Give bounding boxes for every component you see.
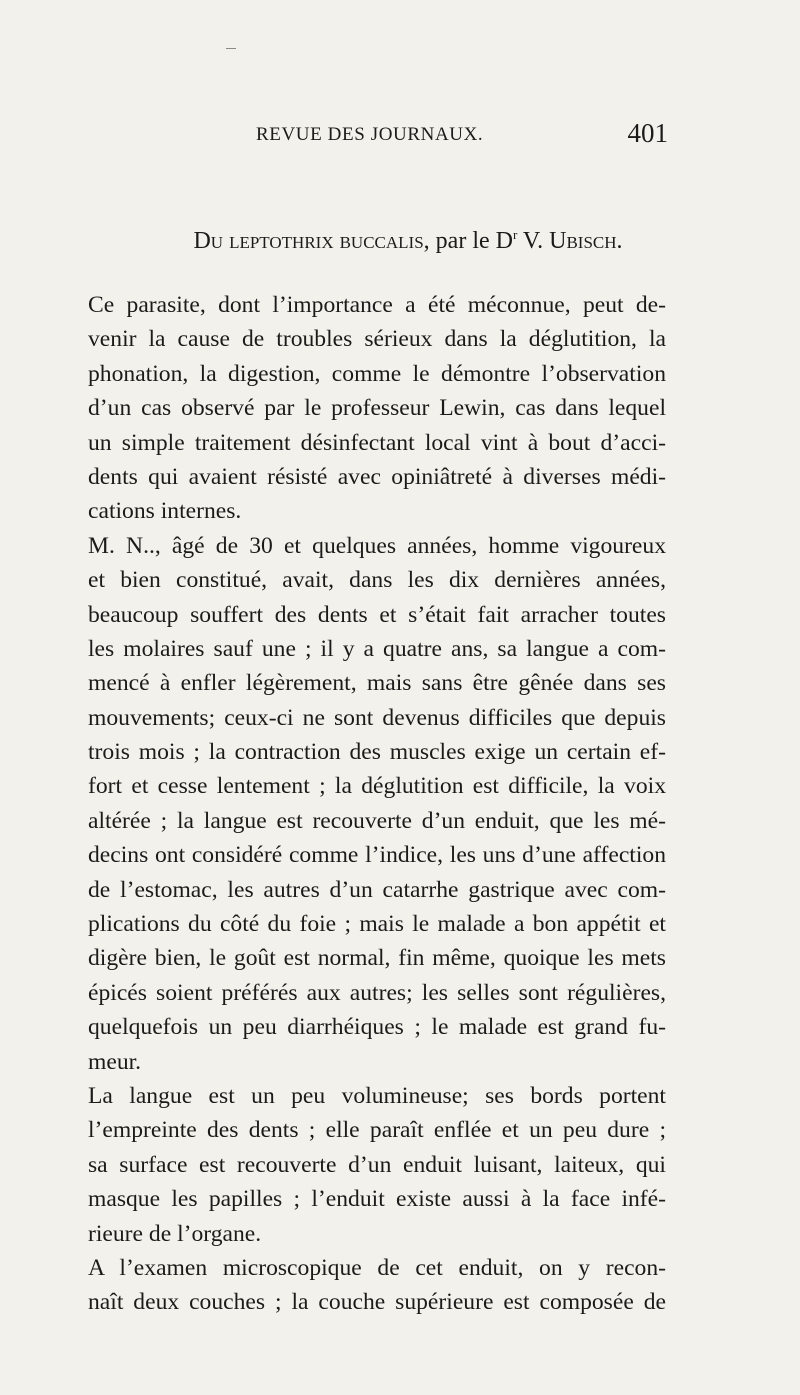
title-subject: Du leptothrix buccalis, bbox=[193, 228, 430, 254]
text-line: La langue est un peu volumineuse; ses bords portent bbox=[88, 1082, 666, 1109]
text-line: trois mois ; la contraction des muscles exige un certain ef- bbox=[88, 739, 666, 766]
text-line: un simple traitement désinfectant local vint à bout d’acci- bbox=[88, 429, 666, 456]
text-line: les molaires sauf une ; il y a quatre ans, sa langue a com- bbox=[88, 635, 666, 662]
title-author: V. Ubisch. bbox=[517, 228, 623, 254]
text-line: M. N.., âgé de 30 et quelques années, homme vigoureux bbox=[88, 532, 666, 559]
text-line: l’empreinte des dents ; elle paraît enflée et un peu dure ; bbox=[88, 1117, 666, 1144]
text-line: phonation, la digestion, comme le démontre l’observation bbox=[88, 360, 666, 387]
text-line: sa surface est recouverte d’un enduit luisant, laiteux, qui bbox=[88, 1151, 666, 1178]
text-line: rieure de l’organe. bbox=[88, 1220, 262, 1247]
running-head: REVUE DES JOURNAUX. bbox=[256, 124, 484, 145]
article-title bbox=[88, 228, 728, 255]
text-line: mouvements; ceux-ci ne sont devenus difficiles que depuis bbox=[88, 704, 666, 731]
text-line: venir la cause de troubles sérieux dans la déglutition, la bbox=[88, 326, 666, 353]
text-line: fort et cesse lentement ; la déglutition est difficile, la voix bbox=[88, 773, 666, 800]
article-body bbox=[88, 288, 666, 1320]
text-line: altérée ; la langue est recouverte d’un enduit, que les mé- bbox=[88, 807, 666, 834]
page-number: 401 bbox=[627, 118, 668, 148]
text-line: naît deux couches ; la couche supérieure est composée de bbox=[88, 1289, 666, 1316]
title-superscript: r bbox=[512, 227, 518, 242]
text-line: mencé à enfler légèrement, mais sans être gênée dans ses bbox=[88, 670, 666, 697]
text-line: dents qui avaient résisté avec opiniâtreté à diverses médi- bbox=[88, 463, 666, 490]
text-line: quelquefois un peu diarrhéiques ; le malade est grand fu- bbox=[88, 1014, 666, 1041]
text-line: cations internes. bbox=[88, 498, 242, 525]
text-line: et bien constitué, avait, dans les dix dernières années, bbox=[88, 567, 666, 594]
text-line: d’un cas observé par le professeur Lewin, cas dans lequel bbox=[88, 395, 666, 422]
text-line: épicés soient préférés aux autres; les selles sont régulières, bbox=[88, 979, 666, 1006]
top-mark bbox=[226, 48, 236, 49]
text-line: beaucoup souffert des dents et s’était fait arracher toutes bbox=[88, 601, 666, 628]
text-line: digère bien, le goût est normal, fin même, quoique les mets bbox=[88, 945, 666, 972]
text-line: meur. bbox=[88, 1048, 142, 1075]
text-line: A l’examen microscopique de cet enduit, on y recon- bbox=[88, 1254, 666, 1281]
title-connector: par le D bbox=[429, 228, 513, 254]
page-header bbox=[256, 118, 668, 154]
text-line: Ce parasite, dont l’importance a été méconnue, peut de- bbox=[88, 292, 666, 318]
text-line: decins ont considéré comme l’indice, les uns d’une affection bbox=[88, 842, 666, 869]
text-line: plications du côté du foie ; mais le malade a bon appétit et bbox=[88, 911, 666, 938]
text-line: de l’estomac, les autres d’un catarrhe gastrique avec com- bbox=[88, 876, 666, 903]
text-line: masque les papilles ; l’enduit existe aussi à la face infé- bbox=[88, 1186, 666, 1213]
